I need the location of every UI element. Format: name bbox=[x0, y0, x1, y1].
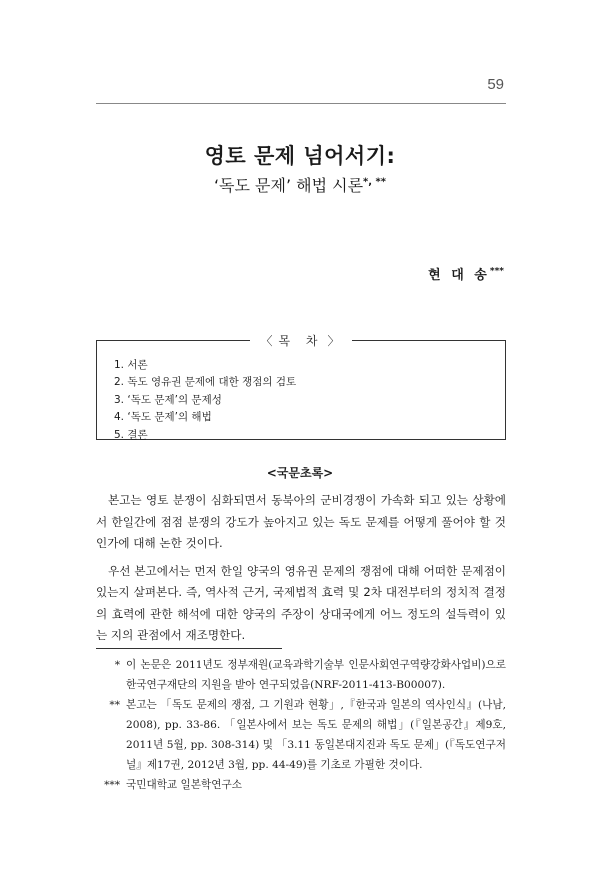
page-subtitle bbox=[0, 173, 600, 196]
footnote-text: 본고는 「독도 문제의 쟁점, 그 기원과 현황」,『한국과 일본의 역사인식』(나남, 2008), pp. 33-86. 「일본사에서 보는 독도 문제의 해법」(『일본공간』제9호, 2011년 5월, pp. 308-314) 및 「3.11 동일본대지진과 독도 문제」(『독도연구저널』제17권, 2012년 3월, pp. 44-49)를 기초로 가필한 것이다. bbox=[126, 699, 506, 771]
subtitle-text: ‘독도 문제’ 해법 시론 bbox=[213, 176, 364, 195]
abstract-body bbox=[96, 490, 506, 653]
footnote-mark: * bbox=[114, 659, 120, 671]
footnote bbox=[96, 775, 506, 795]
footnote bbox=[96, 655, 506, 695]
toc-item: 1. 서론 bbox=[114, 359, 148, 371]
author-text: 현 대 송 bbox=[428, 268, 490, 283]
toc-item: 4. ‘독도 문제’의 해법 bbox=[114, 411, 212, 424]
page-title: 영토 문제 넘어서기: bbox=[204, 144, 396, 168]
subtitle-footnote-marks: *, ** bbox=[363, 176, 387, 188]
footnotes bbox=[96, 655, 506, 795]
footnote-mark: ** bbox=[109, 699, 120, 711]
author-footnote-mark: *** bbox=[489, 266, 504, 277]
table-of-contents bbox=[96, 334, 506, 441]
author-name bbox=[428, 264, 504, 283]
abstract-paragraph: 우선 본고에서는 먼저 한일 양국의 영유권 문제의 쟁점에 대해 어떠한 문제점이 있는지 살펴본다. 즉, 역사적 근거, 국제법적 효력 및 2차 대전부터의 정치적 결정의 효력에 관한 해석에 대한 양국의 주장이 상대국에게 어느 정도의 설득력이 있는 지의 관점에서 재조명한다. bbox=[96, 563, 506, 642]
abstract-paragraph: 본고는 영토 분쟁이 심화되면서 동북아의 군비경쟁이 가속화 되고 있는 상황에서 한일간에 점점 분쟁의 강도가 높아지고 있는 독도 문제를 어떻게 풀어야 할 것인가에 대해 논한 것이다. bbox=[96, 493, 506, 550]
toc-item: 3. ‘독도 문제’의 문제성 bbox=[114, 393, 222, 406]
header-rule bbox=[96, 103, 506, 104]
footnote-mark: *** bbox=[104, 779, 120, 791]
toc-heading-text: 목 차 bbox=[275, 334, 328, 348]
toc-item: 2. 독도 영유권 문제에 대한 쟁점의 검토 bbox=[114, 376, 297, 389]
footnote bbox=[96, 695, 506, 775]
toc-list bbox=[114, 357, 296, 444]
footnote-text: 국민대학교 일본학연구소 bbox=[126, 779, 242, 791]
abstract-heading: <국문초록> bbox=[266, 466, 334, 480]
page-number: 59 bbox=[487, 76, 504, 93]
toc-item: 5. 결론 bbox=[114, 428, 148, 441]
footnote-text: 이 논문은 2011년도 정부재원(교육과학기술부 인문사회연구역량강화사업비)으로 한국연구재단의 지원을 받아 연구되었음(NRF-2011-413-B00007). bbox=[126, 659, 506, 691]
toc-heading: 〈 목 차 〉 bbox=[97, 332, 505, 349]
footnote-rule bbox=[96, 648, 282, 649]
